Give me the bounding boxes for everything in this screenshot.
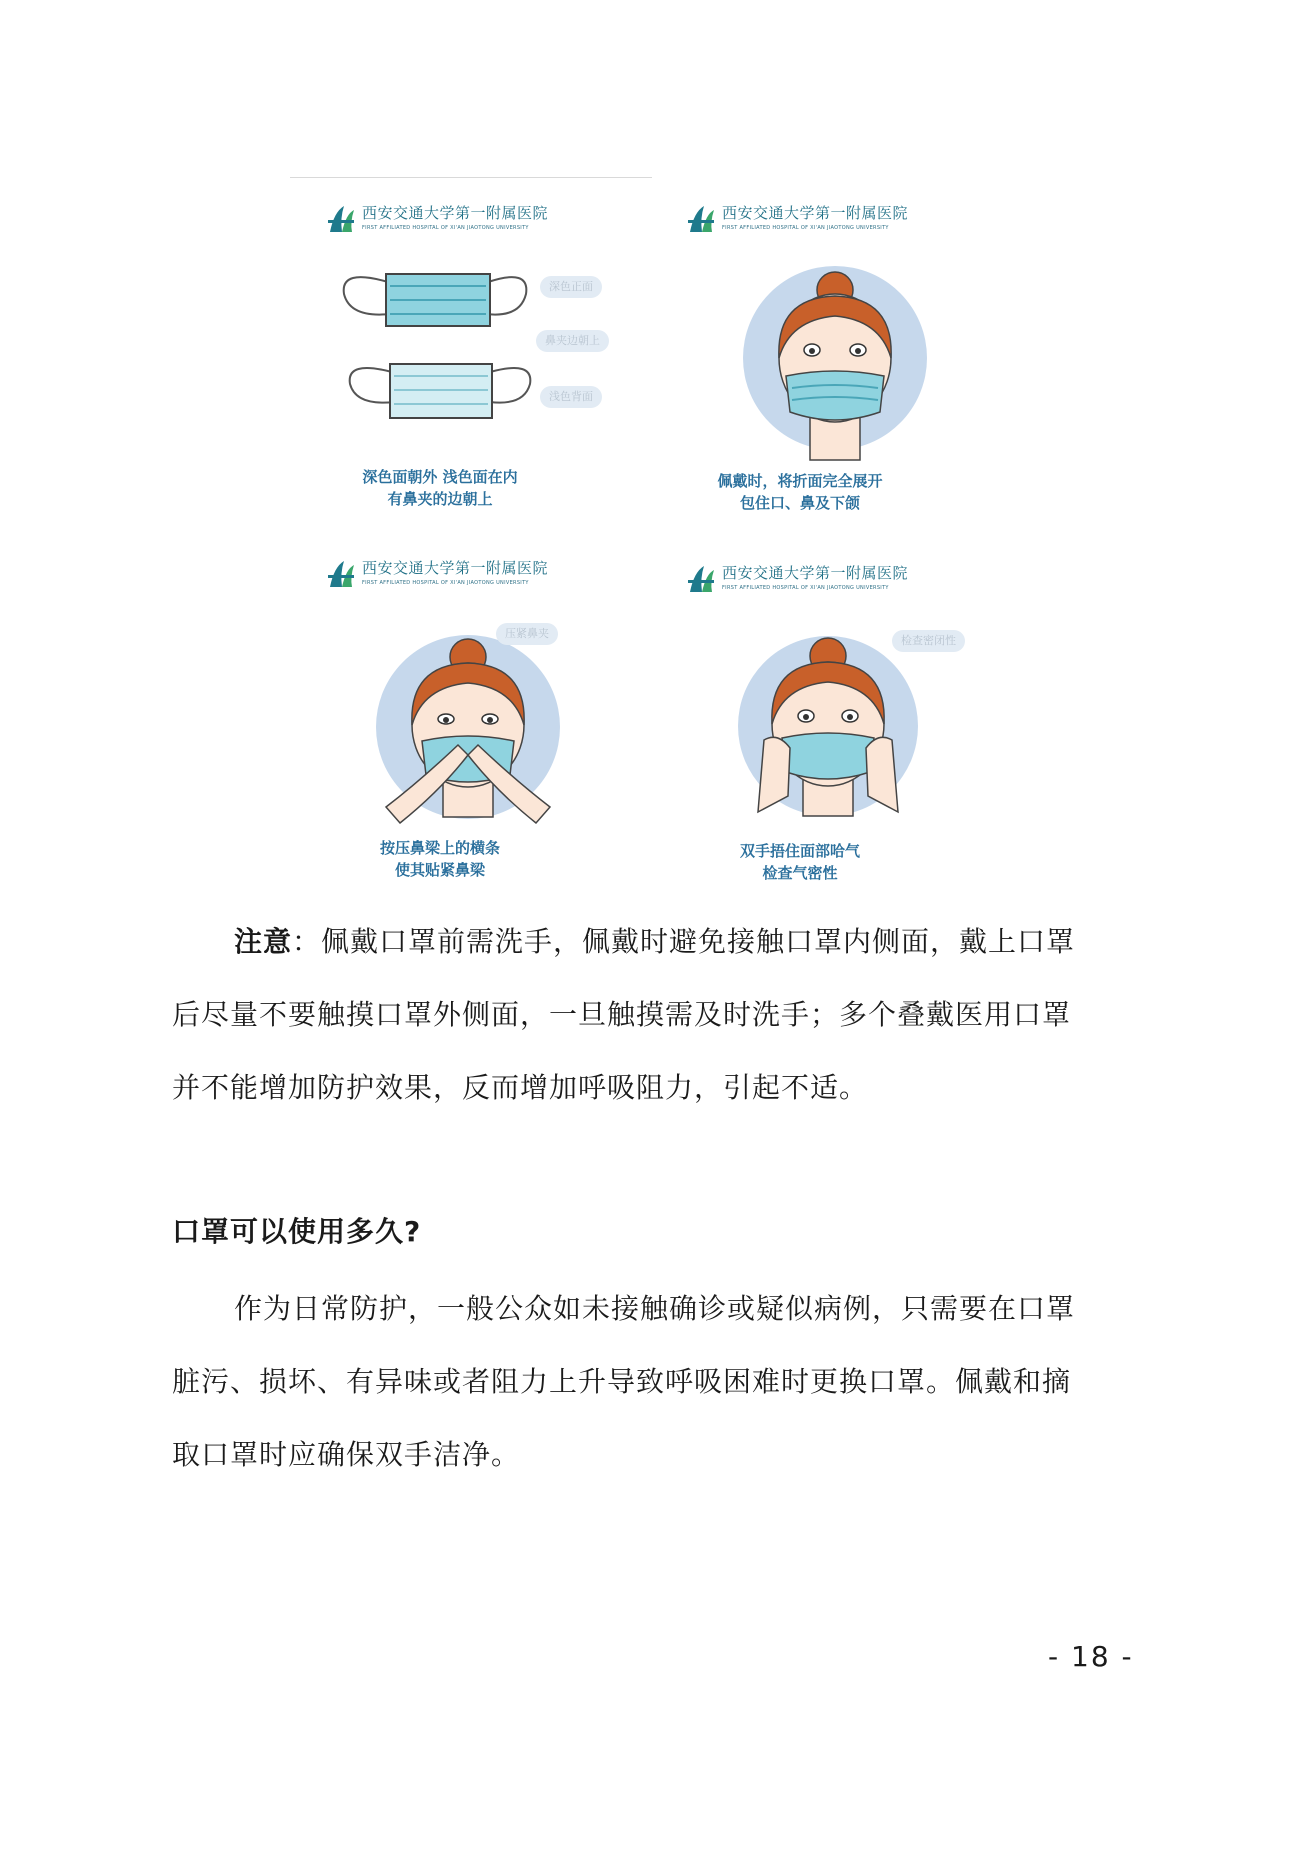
logo-name-en: FIRST AFFILIATED HOSPITAL OF XI'AN JIAOTONG UNIVERSITY bbox=[362, 225, 529, 231]
logo-name-en: FIRST AFFILIATED HOSPITAL OF XI'AN JIAOTONG UNIVERSITY bbox=[722, 585, 889, 591]
logo-name-cn: 西安交通大学第一附属医院 bbox=[362, 559, 549, 577]
woman-checking-seal-illustration bbox=[660, 550, 1040, 890]
caption-line-1: 按压鼻梁上的横条 bbox=[379, 839, 500, 857]
caption-line-2: 检查气密性 bbox=[762, 864, 838, 882]
illustration-divider bbox=[290, 177, 652, 178]
label-press-nose-clip: 压紧鼻夹 bbox=[496, 623, 558, 645]
caption-line-2: 使其贴紧鼻梁 bbox=[394, 861, 485, 879]
caption-line-2: 包住口、鼻及下颌 bbox=[739, 494, 860, 512]
caption-line-1: 双手捂住面部哈气 bbox=[739, 842, 860, 860]
section-line-1: 作为日常防护，一般公众如未接触确诊或疑似病例，只需要在口罩 bbox=[234, 1292, 1076, 1325]
panel-mask-orientation bbox=[300, 190, 680, 530]
caption-line-1: 佩戴时，将折面完全展开 bbox=[717, 472, 883, 490]
panel-wear-unfolded bbox=[660, 190, 1040, 530]
panel-check-seal bbox=[660, 550, 1040, 890]
caption-line-2: 有鼻夹的边朝上 bbox=[387, 490, 493, 508]
panel-press-nose-clip bbox=[300, 545, 680, 885]
note-line-3: 并不能增加防护效果，反而增加呼吸阻力，引起不适。 bbox=[172, 1071, 869, 1104]
logo-name-cn: 西安交通大学第一附属医院 bbox=[722, 564, 909, 582]
note-paragraph bbox=[172, 905, 1142, 1124]
label-check-seal: 检查密闭性 bbox=[892, 630, 965, 652]
logo-name-cn: 西安交通大学第一附属医院 bbox=[362, 204, 549, 222]
logo-name-cn: 西安交通大学第一附属医院 bbox=[722, 204, 909, 222]
note-label: 注意 bbox=[234, 925, 293, 958]
woman-pressing-nose-clip-illustration bbox=[300, 545, 680, 885]
note-line-1: ：佩戴口罩前需洗手，佩戴时避免接触口罩内侧面，戴上口罩 bbox=[292, 925, 1076, 958]
label-nose-clip-up: 鼻夹边朝上 bbox=[536, 330, 609, 352]
page-number: - 18 - bbox=[1048, 1640, 1134, 1673]
label-dark-front: 深色正面 bbox=[540, 276, 602, 298]
section-paragraph bbox=[172, 1272, 1142, 1491]
note-line-2: 后尽量不要触摸口罩外侧面，一旦触摸需及时洗手；多个叠戴医用口罩 bbox=[172, 998, 1072, 1031]
logo-name-en: FIRST AFFILIATED HOSPITAL OF XI'AN JIAOTONG UNIVERSITY bbox=[362, 580, 529, 586]
logo-name-en: FIRST AFFILIATED HOSPITAL OF XI'AN JIAOTONG UNIVERSITY bbox=[722, 225, 889, 231]
section-heading: 口罩可以使用多久? bbox=[172, 1215, 422, 1248]
section-line-3: 取口罩时应确保双手洁净。 bbox=[172, 1438, 521, 1471]
section-line-2: 脏污、损坏、有异味或者阻力上升导致呼吸困难时更换口罩。佩戴和摘 bbox=[172, 1365, 1072, 1398]
caption-line-1: 深色面朝外 浅色面在内 bbox=[362, 468, 518, 486]
label-light-back: 浅色背面 bbox=[540, 386, 602, 408]
